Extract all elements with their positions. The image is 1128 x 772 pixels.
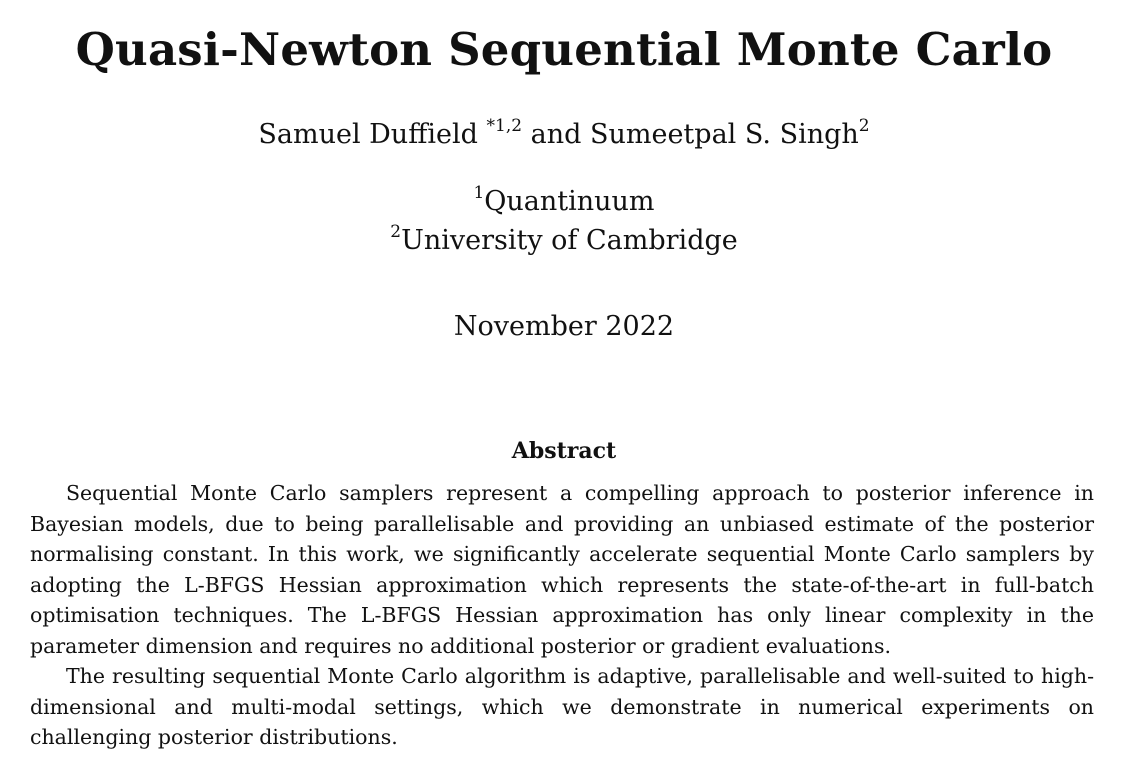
paper-title: Quasi-Newton Sequential Monte Carlo [75,23,1053,76]
publication-date: November 2022 [453,311,675,342]
author-name-2: Sumeetpal S. Singh [589,119,859,150]
abstract-body [30,478,1094,753]
affiliations [0,182,1128,260]
author-line [0,115,1128,155]
affiliation-1 [0,182,1128,221]
abstract-paragraph-2: The resulting sequential Monte Carlo algorithm is adaptive, parallelisable and well-suited to high-dimensional and multi-modal settings, which we demonstrate in numerical experiments on challenging posterior distributions. [30,664,1094,749]
affiliation-2-name: University of Cambridge [401,225,738,256]
affiliation-1-mark: 1 [473,183,485,203]
author-conjunction: and [522,119,590,150]
affiliation-1-name: Quantinuum [484,186,655,217]
abstract-heading: Abstract [511,438,617,464]
affiliation-2 [0,221,1128,260]
affiliation-2-mark: 2 [390,222,402,242]
author-name-1: Samuel Duffield [258,119,487,150]
author-2-affiliation-marks: 2 [858,116,870,136]
abstract-paragraph-1: Sequential Monte Carlo samplers represent a compelling approach to posterior inference in Bayesian models, due to being parallelisable and providing an unbiased estimate of the posterior normalising constant. In this work, we significantly accelerate sequential Monte Carlo samplers by adopting the L-BFGS Hessian approximation which represents the state-of-the-art in full-batch optimisation techniques. The L-BFGS Hessian approximation has only linear complexity in the parameter dimension and requires no additional posterior or gradient evaluations. [30,481,1094,658]
author-1-affiliation-marks: *1,2 [486,116,523,136]
